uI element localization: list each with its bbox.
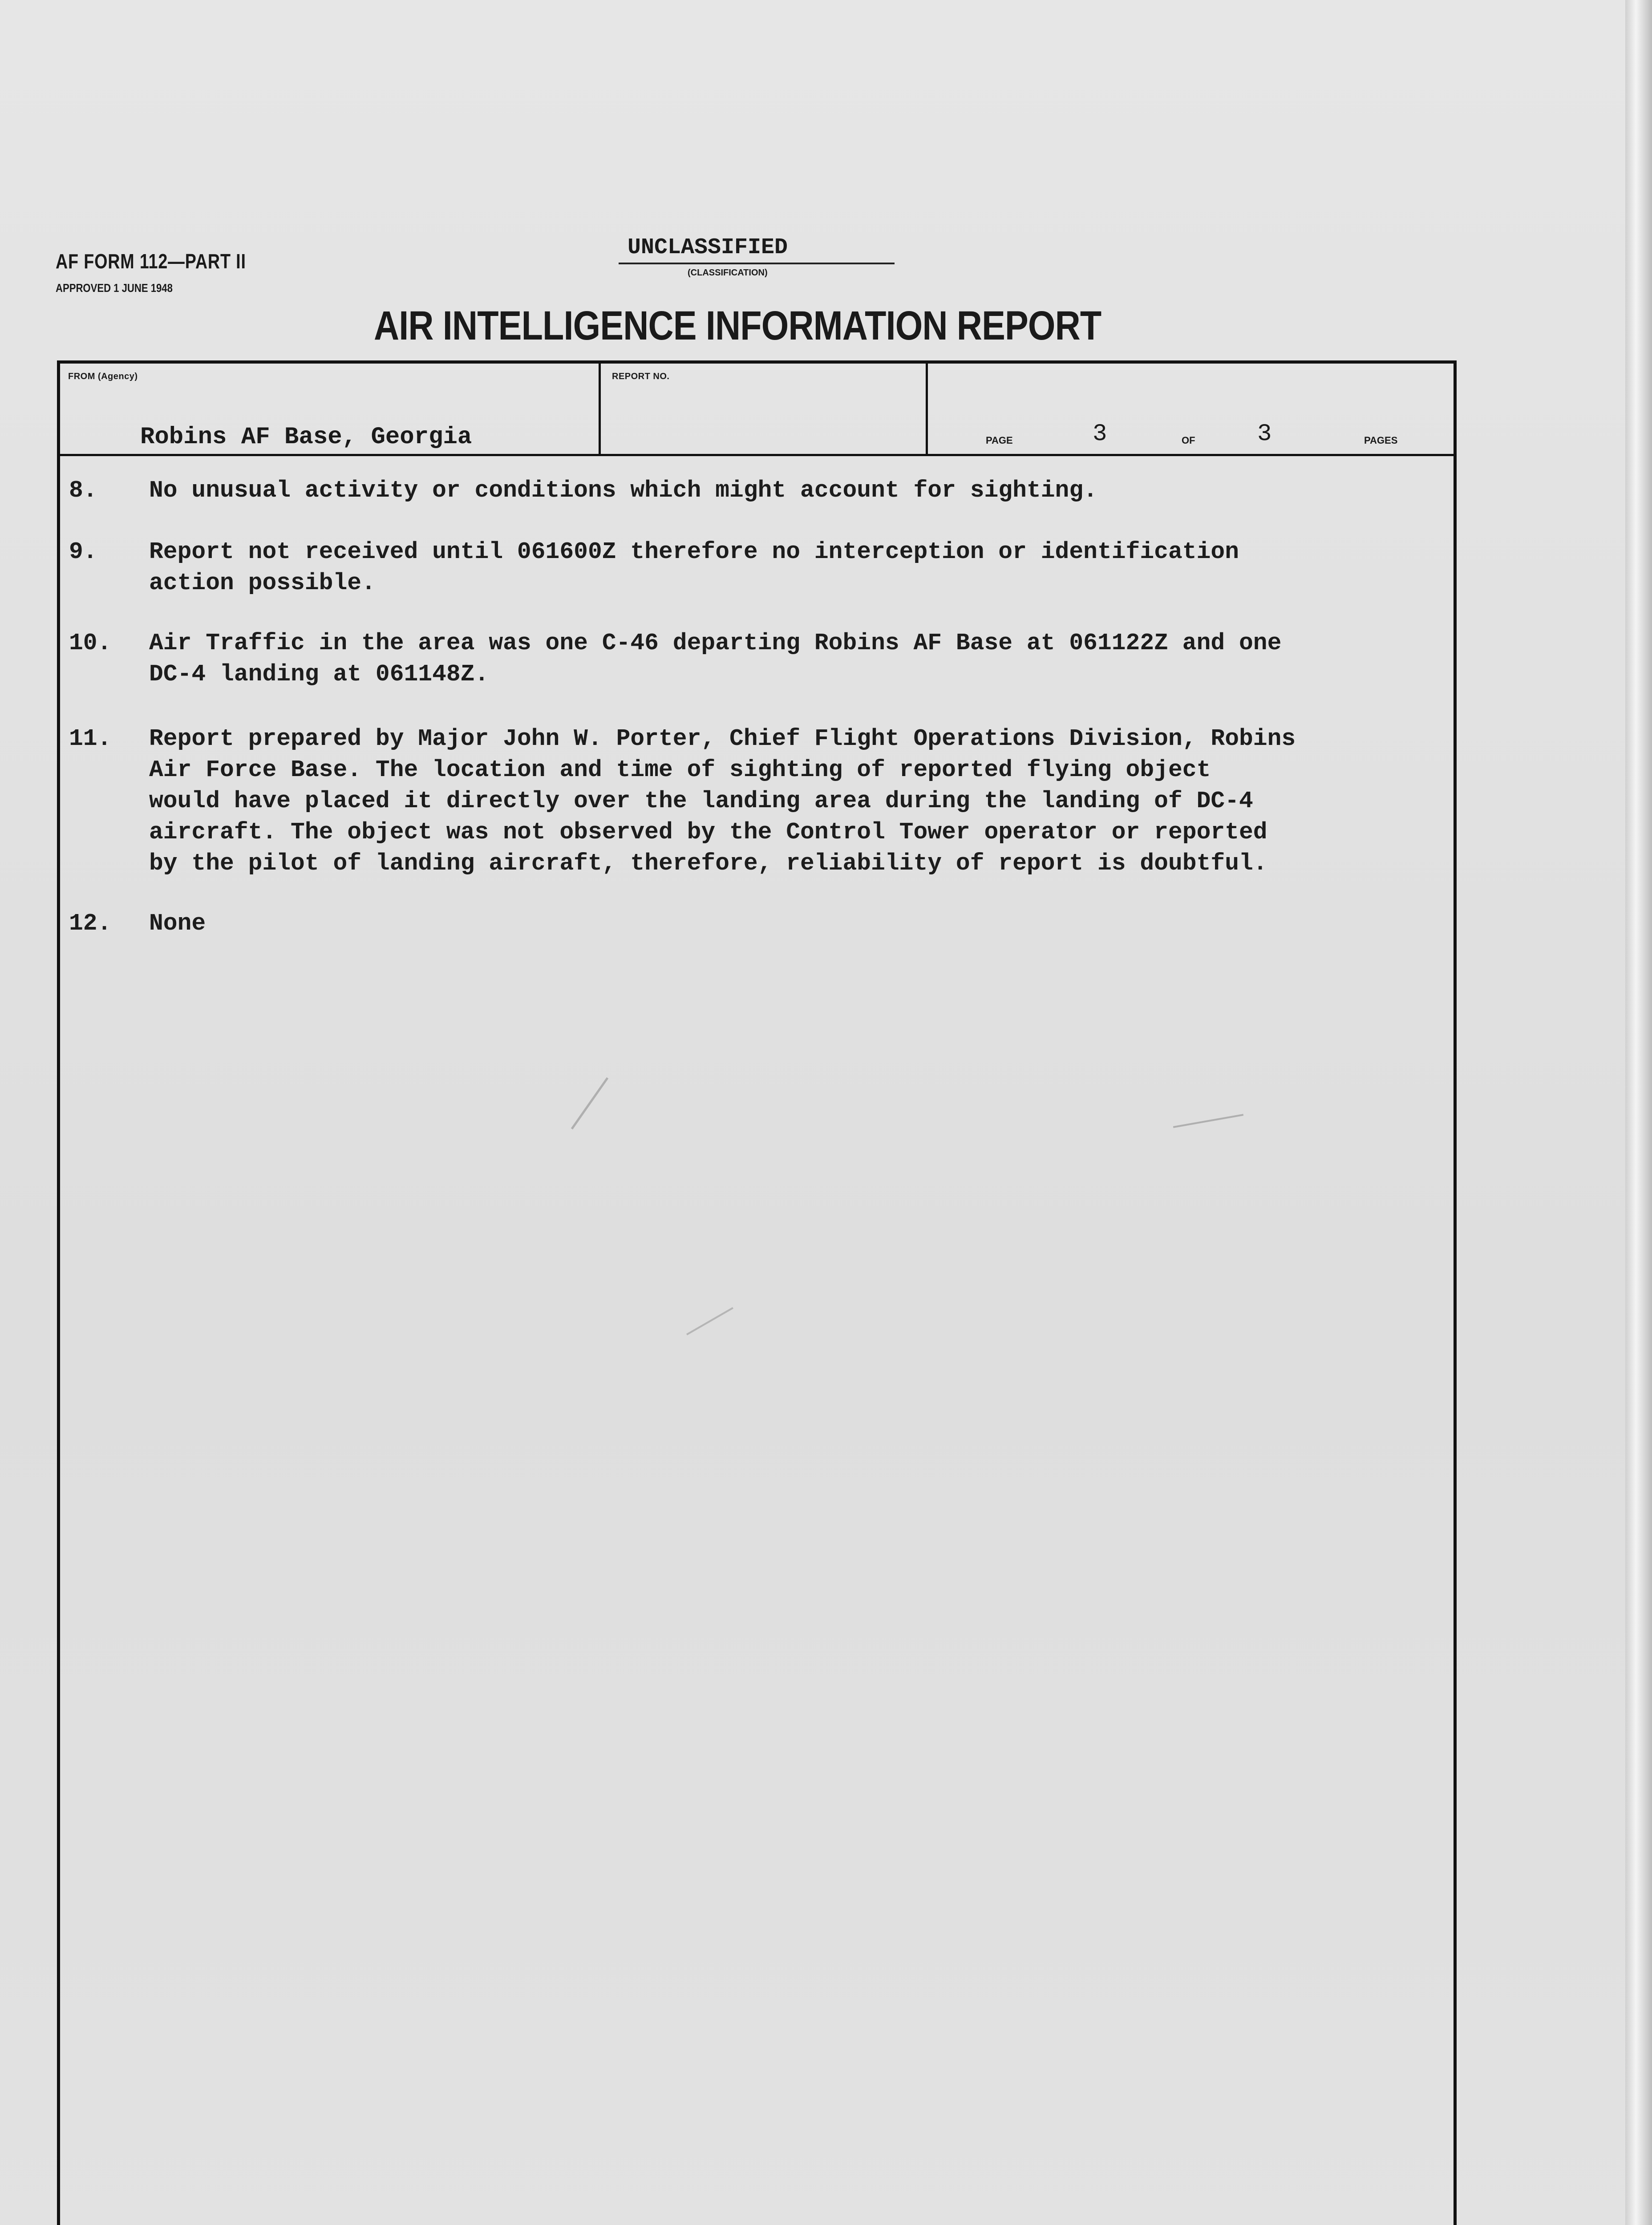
scan-mark <box>686 1307 733 1335</box>
total-pages: 3 <box>1257 421 1272 448</box>
from-agency-label: FROM (Agency) <box>68 372 138 381</box>
form-id: AF FORM 112—PART II <box>56 250 246 273</box>
classification-top-caption: (CLASSIFICATION) <box>688 268 768 278</box>
report-title: AIR INTELLIGENCE INFORMATION REPORT <box>374 303 1101 348</box>
page-number: 3 <box>1093 421 1107 448</box>
classification-top-rule <box>619 263 895 264</box>
form-header-row <box>60 364 1454 456</box>
cell-divider <box>926 364 928 456</box>
scan-mark <box>571 1077 608 1130</box>
item-number: 10. <box>69 630 112 656</box>
report-no-label: REPORT NO. <box>612 372 670 381</box>
item-number: 11. <box>69 725 112 752</box>
scan-mark <box>1173 1114 1243 1128</box>
item-text: No unusual activity or conditions which might account for sighting. <box>149 477 1097 504</box>
item-text: Report not received until 061600Z therefore no interception or identification action possible. <box>149 538 1239 596</box>
report-form-frame <box>57 360 1457 2225</box>
item-text: Air Traffic in the area was one C-46 departing Robins AF Base at 061122Z and one DC-4 landing at 061148Z. <box>149 630 1282 688</box>
item-text: None <box>149 910 206 937</box>
item-text: Report prepared by Major John W. Porter, Chief Flight Operations Division, Robins Air Force Base. The location and time of sighting of reported flying object would have placed it directly over the landing area during the landing of DC-4 aircraft. The object was not observed by the Control Tower operator or reported by the pilot of landing aircraft, therefore, reliability of report is doubtful. <box>149 725 1296 877</box>
item-number: 9. <box>69 538 97 565</box>
item-number: 8. <box>69 477 97 504</box>
cell-divider <box>599 364 601 456</box>
of-label: OF <box>1182 435 1195 446</box>
page-edge <box>1625 0 1652 2225</box>
form-approved-date: APPROVED 1 JUNE 1948 <box>56 281 173 295</box>
item-number: 12. <box>69 910 112 937</box>
pages-label: PAGES <box>1364 435 1398 446</box>
from-agency-value: Robins AF Base, Georgia <box>140 424 472 451</box>
classification-top: UNCLASSIFIED <box>628 235 788 260</box>
page-label: PAGE <box>986 435 1013 446</box>
